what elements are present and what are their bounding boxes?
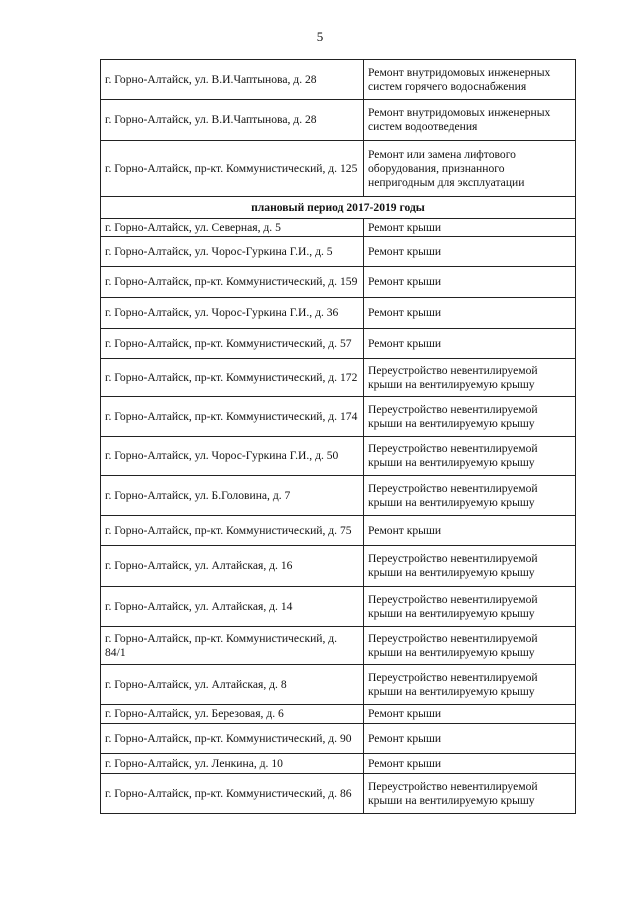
work-type-cell: Ремонт крыши: [364, 219, 576, 237]
table-row: [101, 237, 576, 267]
table-row: [101, 298, 576, 329]
address-cell: г. Горно-Алтайск, пр-кт. Коммунистический, д. 159: [101, 267, 364, 298]
work-type-cell: Ремонт или замена лифтового оборудования, признанного непригодным для эксплуатации: [364, 141, 576, 197]
work-type-cell: Ремонт крыши: [364, 516, 576, 546]
work-type-cell: Переустройство невентилируемой крыши на вентилируемую крышу: [364, 359, 576, 397]
work-type-cell: Ремонт крыши: [364, 298, 576, 329]
table-row: [101, 60, 576, 100]
table-row: [101, 141, 576, 197]
work-type-cell: Ремонт крыши: [364, 237, 576, 267]
address-cell: г. Горно-Алтайск, пр-кт. Коммунистический, д. 75: [101, 516, 364, 546]
address-cell: г. Горно-Алтайск, ул. Северная, д. 5: [101, 219, 364, 237]
table-row: [101, 546, 576, 587]
address-cell: г. Горно-Алтайск, ул. Чорос-Гуркина Г.И., д. 36: [101, 298, 364, 329]
work-type-cell: Переустройство невентилируемой крыши на вентилируемую крышу: [364, 546, 576, 587]
work-type-cell: Ремонт внутридомовых инженерных систем горячего водоснабжения: [364, 60, 576, 100]
work-type-cell: Ремонт крыши: [364, 329, 576, 359]
table-row: [101, 219, 576, 237]
table-row: [101, 705, 576, 724]
works-table: [100, 59, 576, 814]
table-row: [101, 397, 576, 437]
table-row: [101, 627, 576, 665]
address-cell: г. Горно-Алтайск, пр-кт. Коммунистический, д. 172: [101, 359, 364, 397]
address-cell: г. Горно-Алтайск, пр-кт. Коммунистический, д. 174: [101, 397, 364, 437]
address-cell: г. Горно-Алтайск, ул. Алтайская, д. 8: [101, 665, 364, 705]
work-type-cell: Переустройство невентилируемой крыши на вентилируемую крышу: [364, 665, 576, 705]
address-cell: г. Горно-Алтайск, пр-кт. Коммунистический, д. 86: [101, 774, 364, 814]
address-cell: г. Горно-Алтайск, ул. Б.Головина, д. 7: [101, 476, 364, 516]
address-cell: г. Горно-Алтайск, пр-кт. Коммунистический, д. 125: [101, 141, 364, 197]
table-row: [101, 329, 576, 359]
table-row: [101, 359, 576, 397]
address-cell: г. Горно-Алтайск, пр-кт. Коммунистический, д. 90: [101, 724, 364, 754]
work-type-cell: Переустройство невентилируемой крыши на вентилируемую крышу: [364, 397, 576, 437]
work-type-cell: Ремонт внутридомовых инженерных систем водоотведения: [364, 100, 576, 141]
work-type-cell: Переустройство невентилируемой крыши на вентилируемую крышу: [364, 774, 576, 814]
address-cell: г. Горно-Алтайск, ул. Ленкина, д. 10: [101, 754, 364, 774]
table-row: [101, 774, 576, 814]
work-type-cell: Ремонт крыши: [364, 724, 576, 754]
work-type-cell: Переустройство невентилируемой крыши на вентилируемую крышу: [364, 587, 576, 627]
table-row: [101, 516, 576, 546]
work-type-cell: Ремонт крыши: [364, 705, 576, 724]
table-row: [101, 724, 576, 754]
address-cell: г. Горно-Алтайск, ул. Чорос-Гуркина Г.И., д. 50: [101, 437, 364, 476]
table-row: [101, 437, 576, 476]
address-cell: г. Горно-Алтайск, ул. Алтайская, д. 16: [101, 546, 364, 587]
address-cell: г. Горно-Алтайск, ул. В.И.Чаптынова, д. 28: [101, 60, 364, 100]
table-row: [101, 665, 576, 705]
address-cell: г. Горно-Алтайск, ул. В.И.Чаптынова, д. 28: [101, 100, 364, 141]
address-cell: г. Горно-Алтайск, ул. Алтайская, д. 14: [101, 587, 364, 627]
section-title: плановый период 2017-2019 годы: [101, 197, 576, 219]
table-row: [101, 587, 576, 627]
address-cell: г. Горно-Алтайск, ул. Березовая, д. 6: [101, 705, 364, 724]
table-row: [101, 100, 576, 141]
address-cell: г. Горно-Алтайск, пр-кт. Коммунистический, д. 84/1: [101, 627, 364, 665]
works-table-body: [101, 60, 576, 814]
work-type-cell: Переустройство невентилируемой крыши на вентилируемую крышу: [364, 627, 576, 665]
work-type-cell: Переустройство невентилируемой крыши на вентилируемую крышу: [364, 437, 576, 476]
table-row: [101, 476, 576, 516]
section-heading-row: [101, 197, 576, 219]
address-cell: г. Горно-Алтайск, пр-кт. Коммунистический, д. 57: [101, 329, 364, 359]
table-row: [101, 754, 576, 774]
address-cell: г. Горно-Алтайск, ул. Чорос-Гуркина Г.И., д. 5: [101, 237, 364, 267]
work-type-cell: Ремонт крыши: [364, 267, 576, 298]
page-number: 5: [316, 29, 324, 44]
work-type-cell: Переустройство невентилируемой крыши на вентилируемую крышу: [364, 476, 576, 516]
work-type-cell: Ремонт крыши: [364, 754, 576, 774]
table-row: [101, 267, 576, 298]
